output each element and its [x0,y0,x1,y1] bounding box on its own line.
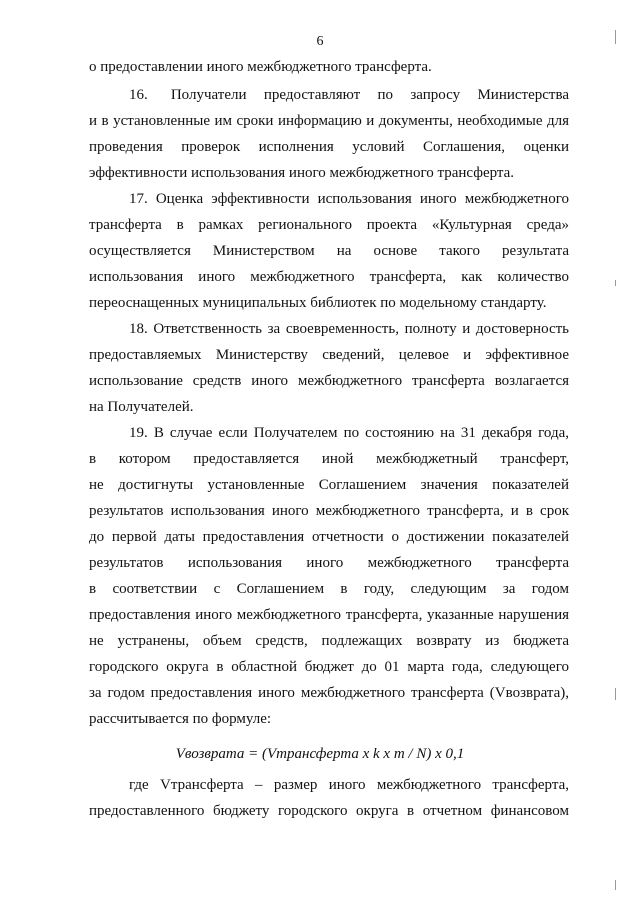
text-line: переоснащенных муниципальных библиотек по модельному стандарту. [89,295,547,311]
scan-edge-mark [615,280,616,286]
text-line: где Vтрансферта – размер иного межбюджетного трансферта, [129,777,569,793]
text-line: трансферта в рамках регионального проекта «Культурная среда» [89,217,569,233]
text-line: рассчитывается по формуле: [89,711,272,727]
text-line: проведения проверок исполнения условий Соглашения, оценки [89,139,569,155]
text-line: о предоставлении иного межбюджетного трансферта. [89,59,432,75]
text-line: предоставления иного межбюджетного трансферта, указанные нарушения [89,607,569,623]
text-line: не достигнуты установленные Соглашением значения показателей [89,477,569,493]
scan-edge-mark [615,30,616,44]
text-line: предоставляемых Министерству сведений, целевое и эффективное [89,347,569,363]
text-line: осуществляется Министерством на основе такого результата [89,243,569,259]
text-line: результатов использования иного межбюджетного трансферта, и в срок [89,503,569,519]
text-line: не устранены, объем средств, подлежащих возврату из бюджета [89,633,569,649]
text-line: в соответствии с Соглашением в году, следующим за годом [89,581,569,597]
text-line: за годом предоставления иного межбюджетного трансферта (Vвозврата), [89,685,569,701]
text-line: до первой даты предоставления отчетности о достижении показателей [89,529,569,545]
text-line: 18. Ответственность за своевременность, полноту и достоверность [129,321,569,337]
page-number: 6 [316,34,324,49]
text-line: городского округа в областной бюджет до 01 марта года, следующего [89,659,569,675]
text-line: предоставленного бюджету городского округа в отчетном финансовом [89,803,569,819]
text-line: 19. В случае если Получателем по состоянию на 31 декабря года, [129,425,569,441]
text-line: результатов использования иного межбюджетного трансферта [89,555,569,571]
text-line: в котором предоставляется иной межбюджетный трансферт, [89,451,569,467]
text-line: 16. Получатели предоставляют по запросу Министерства [129,87,569,103]
text-line: эффективности использования иного межбюджетного трансферта. [89,165,515,181]
text-line: использование средств иного межбюджетного трансферта возлагается [89,373,569,389]
text-line: 17. Оценка эффективности использования иного межбюджетного [129,191,569,207]
text-line: использования иного межбюджетного трансферта, как количество [89,269,569,285]
formula: Vвозврата = (Vтрансферта x k x m / N) x 0,1 [175,746,465,762]
scan-edge-mark [615,880,616,890]
text-line: на Получателей. [89,399,194,415]
text-line: и в установленные им сроки информацию и документы, необходимые для [89,113,569,129]
scan-edge-mark [615,688,616,700]
